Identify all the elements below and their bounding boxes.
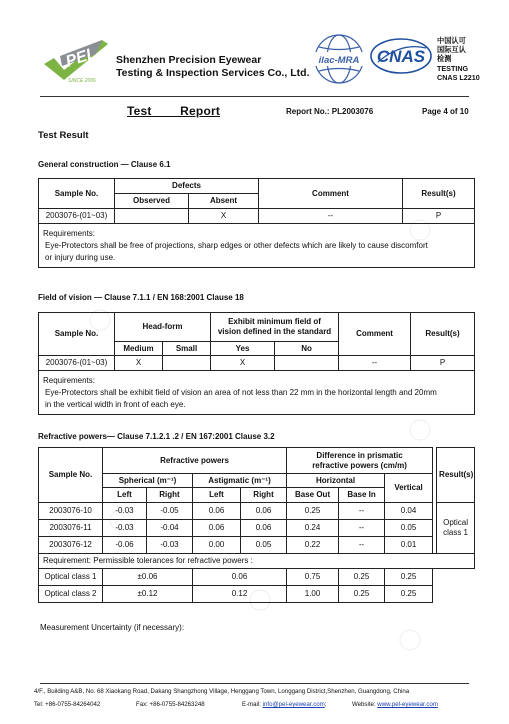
sample-cell: 2003076-12 (39, 537, 103, 554)
tolerance-vertical-cell: 0.25 (385, 586, 433, 603)
ilac-text: ilac-MRA (318, 55, 360, 66)
footer-tel: Tel: +86-0755-84264042 (34, 701, 101, 708)
sample-no-header: Sample No. (39, 448, 103, 503)
ast-left-header: Left (193, 488, 241, 503)
footer-divider (40, 683, 469, 684)
horizontal-header: Horizontal (287, 474, 385, 488)
tolerance-base-out-cell: 0.75 (287, 569, 339, 586)
cnas-logo-text: CNAS (376, 47, 426, 66)
field-requirements (39, 371, 475, 415)
spherical-header: Spherical (m⁻¹) (103, 474, 193, 488)
sph-left-cell: -0.06 (103, 537, 147, 554)
astigmatic-header: Astigmatic (m⁻¹) (193, 474, 287, 488)
ast-left-cell: 0.00 (193, 537, 241, 554)
tolerance-sph-cell: ±0.12 (103, 586, 193, 603)
base-in-cell: -- (339, 537, 385, 554)
sph-right-cell: -0.03 (147, 537, 193, 554)
sph-left-cell: -0.03 (103, 520, 147, 537)
header-divider (40, 96, 469, 97)
pel-logo (42, 36, 110, 84)
refractive-powers-table (38, 447, 475, 603)
field-of-vision-table (38, 312, 475, 415)
requirements-text-line2: or injury during use. (45, 252, 116, 262)
general-requirements (39, 224, 475, 268)
website-label: Website: (352, 701, 378, 708)
general-construction-heading: General construction — Clause 6.1 (38, 160, 171, 169)
requirements-label: Requirements: (43, 375, 96, 385)
vertical-header: Vertical (385, 474, 433, 503)
requirements-label: Requirements: (43, 228, 96, 238)
tolerance-ast-cell: 0.06 (193, 569, 287, 586)
footer-address: 4/F., Building A&B, No. 68 Xiaokang Road, Dakang Shangzhong Village, Henggang Town, Longgang District,Shenzhen, Guangdong, China (34, 688, 410, 695)
base-out-header: Base Out (287, 488, 339, 503)
cnas-cn-line2: 国际互认 (437, 45, 466, 55)
medium-header: Medium (115, 342, 163, 356)
result-cell: P (411, 356, 475, 371)
sample-no-header: Sample No. (39, 313, 115, 356)
measurement-uncertainty: Measurement Uncertainty (if necessary): (40, 623, 185, 632)
sample-cell: 2003076-(01~03) (39, 356, 115, 371)
email-label: E-mail: (242, 701, 263, 708)
report-number: Report No.: PL2003076 (286, 107, 374, 116)
observed-cell (115, 209, 189, 224)
tolerance-vertical-cell: 0.25 (385, 569, 433, 586)
ast-left-cell: 0.06 (193, 520, 241, 537)
observed-header: Observed (115, 194, 189, 209)
sample-cell: 2003076-(01~03) (39, 209, 115, 224)
tolerance-sph-cell: ±0.06 (103, 569, 193, 586)
sph-right-cell: -0.04 (147, 520, 193, 537)
email-link[interactable]: info@pel-eyewear.com (262, 701, 325, 708)
medium-cell: X (115, 356, 163, 371)
tolerance-label-cell: Optical class 2 (39, 586, 103, 603)
requirements-text-line1: Eye-Protectors shall be exhibit field of vision an area of not less than 22 mm in the horizontal length and 20mm (45, 387, 437, 397)
comment-header: Comment (259, 179, 403, 209)
base-in-cell: -- (339, 503, 385, 520)
absent-header: Absent (189, 194, 259, 209)
company-line2: Testing & Inspection Services Co., Ltd. (116, 67, 310, 79)
svg-text:PEL: PEL (63, 44, 99, 71)
cnas-accreditation-text (437, 36, 480, 82)
vertical-cell: 0.05 (385, 520, 433, 537)
table-row (39, 356, 475, 371)
prismatic-header-line1: Difference in prismatic (316, 450, 403, 460)
comment-cell: -- (259, 209, 403, 224)
comment-header: Comment (339, 313, 411, 356)
sph-right-header: Right (147, 488, 193, 503)
result-header: Result(s) (411, 313, 475, 356)
vertical-cell: 0.01 (385, 537, 433, 554)
tolerance-base-out-cell: 1.00 (287, 586, 339, 603)
refractive-requirement: Requirement: Permissible tolerances for refractive powers : (39, 554, 475, 569)
result-cell: P (403, 209, 475, 224)
empty-cell (433, 569, 475, 586)
cnas-cn-line1: 中国认可 (437, 36, 466, 45)
email-suffix: ; (324, 701, 327, 708)
test-result-heading: Test Result (38, 130, 89, 141)
vertical-cell: 0.04 (385, 503, 433, 520)
refractive-powers-header: Refractive powers (103, 448, 287, 474)
result-header: Result(s) (403, 179, 475, 209)
prismatic-header-line2: refractive powers (cm/m) (312, 460, 407, 470)
small-header: Small (163, 342, 211, 356)
website-link[interactable]: www.pel-eyewear.com (377, 701, 438, 708)
tolerance-label-cell: Optical class 1 (39, 569, 103, 586)
base-in-header: Base In (339, 488, 385, 503)
small-cell (163, 356, 211, 371)
base-out-cell: 0.22 (287, 537, 339, 554)
footer-email (242, 701, 326, 708)
field-of-vision-heading: Field of vision — Clause 7.1.1 / EN 168:2001 Clause 18 (38, 293, 244, 302)
exhibit-header (211, 313, 339, 342)
exhibit-header-line1: Exhibit minimum field of (228, 317, 321, 326)
sph-left-cell: -0.03 (103, 503, 147, 520)
cnas-logo (370, 36, 432, 76)
report-title: Test Report (127, 104, 221, 118)
tolerance-base-in-cell: 0.25 (339, 586, 385, 603)
sample-cell: 2003076-10 (39, 503, 103, 520)
sph-right-cell: -0.05 (147, 503, 193, 520)
ast-right-header: Right (241, 488, 287, 503)
sample-no-header: Sample No. (39, 179, 115, 209)
yes-header: Yes (211, 342, 275, 356)
tolerance-row (39, 569, 475, 586)
no-header: No (275, 342, 339, 356)
requirements-text-line1: Eye-Protectors shall be free of projections, sharp edges or other defects which are likely to cause discomfort (45, 240, 428, 250)
no-cell (275, 356, 339, 371)
tolerance-base-in-cell: 0.25 (339, 569, 385, 586)
logo-tagline: SINCE 2006 (68, 78, 96, 84)
table-row (39, 209, 475, 224)
company-name (116, 54, 310, 80)
footer-website (352, 701, 438, 708)
prismatic-header (287, 448, 433, 474)
general-construction-table (38, 178, 475, 268)
comment-cell: -- (339, 356, 411, 371)
tolerance-row (39, 586, 475, 603)
table-row (39, 537, 475, 554)
result-line2: class 1 (443, 528, 468, 537)
result-line1: Optical (443, 518, 468, 527)
sph-left-header: Left (103, 488, 147, 503)
ast-right-cell: 0.05 (241, 537, 287, 554)
requirements-text-line2: in the vertical width in front of each eye. (45, 399, 186, 409)
base-out-cell: 0.24 (287, 520, 339, 537)
defects-header: Defects (115, 179, 259, 194)
exhibit-header-line2: vision defined in the standard (217, 327, 332, 336)
result-header: Result(s) (437, 448, 475, 503)
cnas-en-line2: CNAS L2210 (437, 72, 480, 82)
absent-cell: X (189, 209, 259, 224)
cnas-en-line1: TESTING (437, 63, 469, 73)
table-row (39, 503, 475, 520)
ast-right-cell: 0.06 (241, 520, 287, 537)
table-row (39, 520, 475, 537)
page-number: Page 4 of 10 (422, 107, 469, 116)
company-line1: Shenzhen Precision Eyewear (116, 54, 262, 66)
ast-right-cell: 0.06 (241, 503, 287, 520)
ilac-mra-logo (310, 30, 368, 88)
tolerance-ast-cell: 0.12 (193, 586, 287, 603)
ast-left-cell: 0.06 (193, 503, 241, 520)
base-out-cell: 0.25 (287, 503, 339, 520)
headform-header: Head-form (115, 313, 211, 342)
footer-fax: Fax: +86-0755-84263248 (136, 701, 205, 708)
yes-cell: X (211, 356, 275, 371)
cnas-cn-line3: 检测 (437, 54, 452, 64)
empty-cell (433, 586, 475, 603)
refractive-powers-heading: Refractive powers— Clause 7.1.2.1 .2 / EN 167:2001 Clause 3.2 (38, 432, 275, 441)
optical-class-result (437, 503, 475, 554)
base-in-cell: -- (339, 520, 385, 537)
sample-cell: 2003076-11 (39, 520, 103, 537)
